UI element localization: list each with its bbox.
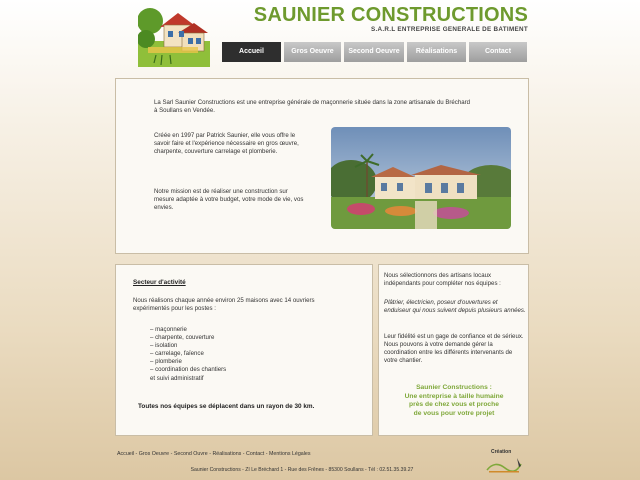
footer-link-contact[interactable]: Contact	[246, 451, 265, 457]
list-item: et suivi administratif	[150, 374, 204, 382]
nav-gros-oeuvre[interactable]: Gros Oeuvre	[284, 42, 341, 62]
intro-paragraph-1: La Sarl Saunier Constructions est une entreprise générale de maçonnerie située dans la zone artisanale du Bréchard à Soullans en Vendée.	[154, 99, 471, 114]
artisans-paragraph-2: Plâtrier, électricien, poseur d'ouvertures et enduiseur qui nous suivent depuis plusieurs années.	[384, 299, 526, 314]
footer-link-realisations[interactable]: Réalisations	[212, 451, 242, 457]
intro-paragraph-3: Notre mission est de réaliser une construction sur mesure adaptée à votre budget, votre mode de vie, vos envies.	[154, 188, 304, 211]
footer-link-gros-oeuvre[interactable]: Gros Oeuvre	[138, 451, 170, 457]
nav-realisations[interactable]: Réalisations	[407, 42, 466, 62]
footer-link-mentions-legales[interactable]: Mentions Légales	[269, 451, 311, 457]
footer-links: Accueil - Gros Oeuvre - Second Ouvre - Réalisations - Contact - Mentions Légales	[117, 451, 311, 457]
site-subtitle: S.A.R.L ENTREPRISE GENERALE DE BATIMENT	[370, 26, 528, 33]
footer-address: Saunier Constructions - ZI Le Bréchard 1 - Rue des Frênes - 85300 Soullans - Tél : 02.51.35.39.27	[190, 467, 414, 473]
activity-title: Secteur d'activité	[133, 279, 186, 286]
intro-paragraph-2: Créée en 1997 par Patrick Saunier, elle vous offre le savoir faire et l'expérience nécessaire en gros œuvre, charpente, couverture carrelage et plomberie.	[154, 132, 299, 155]
activity-list	[150, 326, 330, 383]
list-item: – carrelage, faïence	[150, 350, 204, 358]
list-item: – charpente, couverture	[150, 334, 215, 342]
artisans-paragraph-1: Nous sélectionnons des artisans locaux indépendants pour compléter nos équipes :	[384, 272, 501, 287]
list-item: – maçonnerie	[150, 326, 187, 333]
designer-logo[interactable]	[483, 456, 525, 476]
activity-text: Nous réalisons chaque année environ 25 maisons avec 14 ouvriers expérimentés pour les postes :	[133, 297, 315, 312]
activity-range-note: Toutes nos équipes se déplacent dans un rayon de 30 km.	[138, 403, 315, 410]
nav-contact[interactable]: Contact	[469, 42, 527, 62]
slogan-line: Saunier Constructions :	[416, 384, 492, 391]
nav-accueil[interactable]: Accueil	[222, 42, 281, 62]
footer-link-accueil[interactable]: Accueil	[117, 451, 135, 457]
nav-second-oeuvre[interactable]: Second Oeuvre	[344, 42, 404, 62]
artisans-paragraph-3: Leur fidélité est un gage de confiance et de sérieux. Nous pouvons à votre demande gérer la coordination entre les différents intervenants de votre chantier.	[384, 333, 524, 364]
slogan-line: Une entreprise à taille humaine	[404, 392, 504, 400]
list-item: – coordination des chantiers	[150, 366, 227, 374]
list-item: – isolation	[150, 342, 178, 350]
slogan-line: près de chez vous et proche	[409, 401, 499, 409]
footer-link-second-ouvre[interactable]: Second Ouvre	[173, 451, 208, 457]
house-photo	[331, 127, 511, 229]
company-logo[interactable]	[138, 3, 210, 67]
list-item: – plomberie	[150, 358, 182, 366]
creation-label: Création	[491, 449, 512, 455]
slogan-line: de vous pour votre projet	[413, 409, 495, 417]
site-title: SAUNIER CONSTRUCTIONS	[253, 4, 528, 26]
slogan	[383, 384, 525, 418]
